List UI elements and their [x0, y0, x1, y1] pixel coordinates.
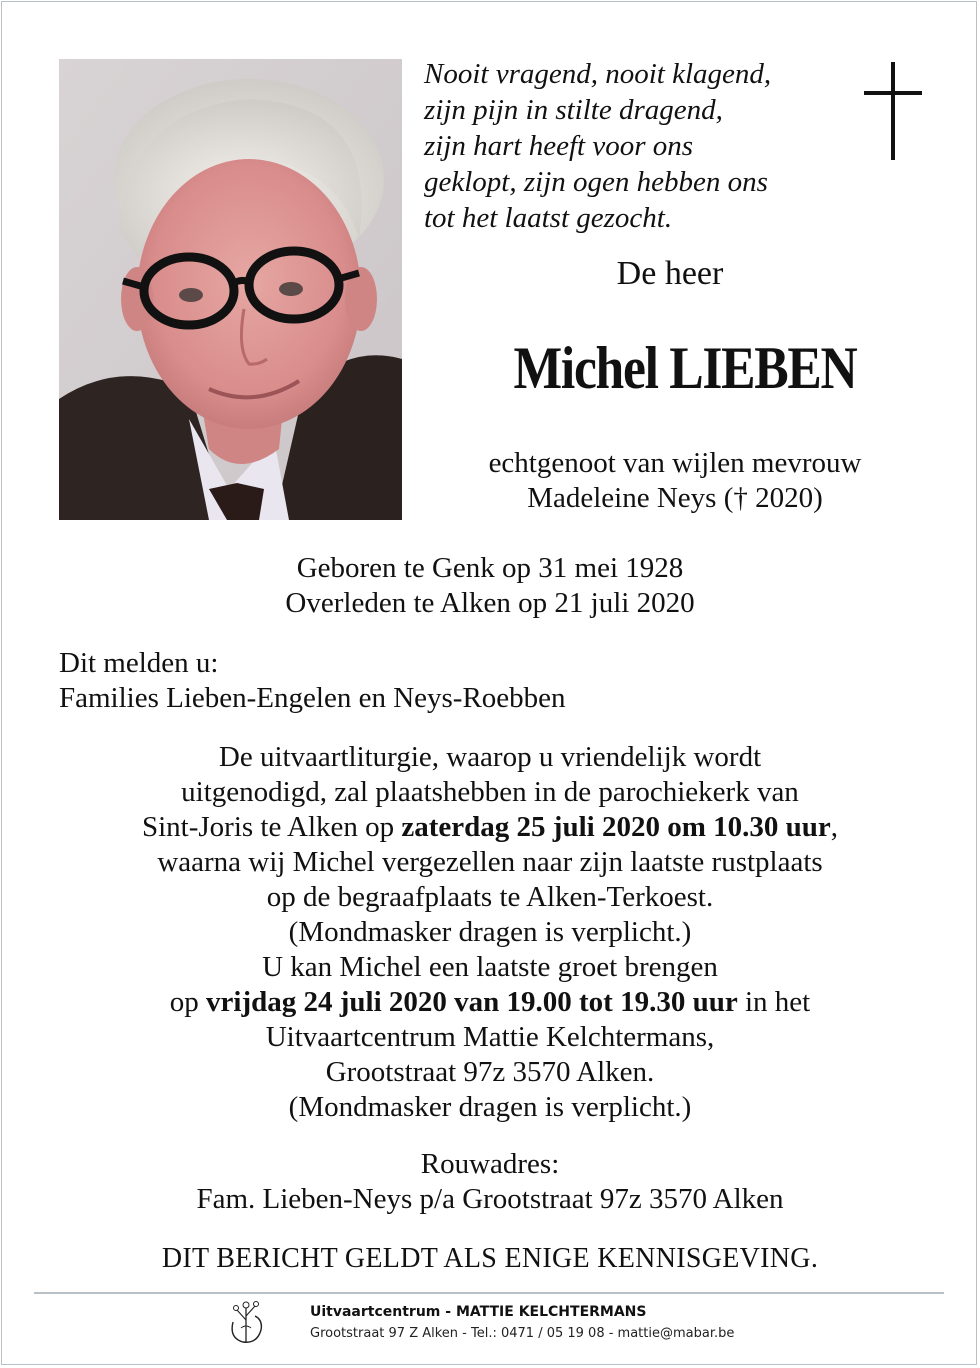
mourning-address-value: Fam. Lieben-Neys p/a Grootstraat 97z 3570 Alken: [196, 1183, 784, 1215]
ceremony-line: U kan Michel een laatste groet brengen: [262, 951, 718, 983]
ceremony-line: De uitvaartliturgie, waarop u vriendelijk wordt: [218, 741, 762, 773]
announce-families: Families Lieben-Engelen en Neys-Roebben: [59, 682, 566, 714]
poem-line: zijn pijn in stilte dragend,: [424, 94, 723, 126]
ceremony-line: [60, 810, 920, 845]
ceremony-details: [60, 740, 920, 1125]
spouse-line: Madeleine Neys († 2020): [527, 482, 823, 514]
ceremony-line: (Mondmasker dragen is verplicht.): [288, 1091, 692, 1123]
poem: [424, 56, 844, 236]
notice-statement: DIT BERICHT GELDT ALS ENIGE KENNISGEVING.: [161, 1243, 819, 1274]
spouse-line: echtgenoot van wijlen mevrouw: [488, 447, 862, 479]
ceremony-line: op de begraafplaats te Alken-Terkoest.: [266, 881, 714, 913]
honorific: De heer: [616, 255, 724, 292]
death-date: Overleden te Alken op 21 juli 2020: [285, 587, 695, 619]
announcement: [59, 646, 859, 716]
ceremony-text: op: [169, 986, 207, 1018]
visitation-date-bold: vrijdag 24 juli 2020 van 19.00 tot 19.30 uur: [206, 986, 738, 1018]
ceremony-text: Sint-Joris te Alken op: [142, 811, 402, 843]
funeral-home-name: Uitvaartcentrum - MATTIE KELCHTERMANS: [310, 1304, 647, 1320]
birth-date: Geboren te Genk op 31 mei 1928: [296, 552, 684, 584]
ceremony-line: waarna wij Michel vergezellen naar zijn laatste rustplaats: [157, 846, 823, 878]
poem-line: Nooit vragend, nooit klagend,: [424, 58, 772, 90]
ceremony-line: Uitvaartcentrum Mattie Kelchtermans,: [265, 1021, 715, 1053]
ceremony-line: [60, 985, 920, 1020]
portrait-photo: [59, 59, 402, 520]
cross-icon: [864, 62, 922, 160]
deceased-name: Michel LIEBEN: [513, 335, 857, 401]
ceremony-date-bold: zaterdag 25 juli 2020 om 10.30 uur: [401, 811, 831, 843]
footer-divider: [34, 1292, 944, 1294]
poem-line: geklopt, zijn ogen hebben ons: [424, 166, 768, 198]
mourning-address: [60, 1147, 920, 1217]
ceremony-line: Grootstraat 97z 3570 Alken.: [325, 1056, 655, 1088]
spouse-info: [420, 446, 930, 516]
announce-intro: Dit melden u:: [59, 647, 219, 679]
ceremony-text: ,: [830, 811, 838, 843]
life-dates: [160, 551, 820, 621]
funeral-home-logo: [227, 1298, 265, 1346]
ceremony-line: uitgenodigd, zal plaatshebben in de parochiekerk van: [181, 776, 799, 808]
poem-line: tot het laatst gezocht.: [424, 202, 673, 234]
mourning-address-label: Rouwadres:: [420, 1148, 560, 1180]
funeral-home-contact: Grootstraat 97 Z Alken - Tel.: 0471 / 05 19 08 - mattie@mabar.be: [310, 1326, 735, 1341]
ceremony-line: (Mondmasker dragen is verplicht.): [288, 916, 692, 948]
ceremony-text: in het: [737, 986, 811, 1018]
poem-line: zijn hart heeft voor ons: [424, 130, 694, 162]
